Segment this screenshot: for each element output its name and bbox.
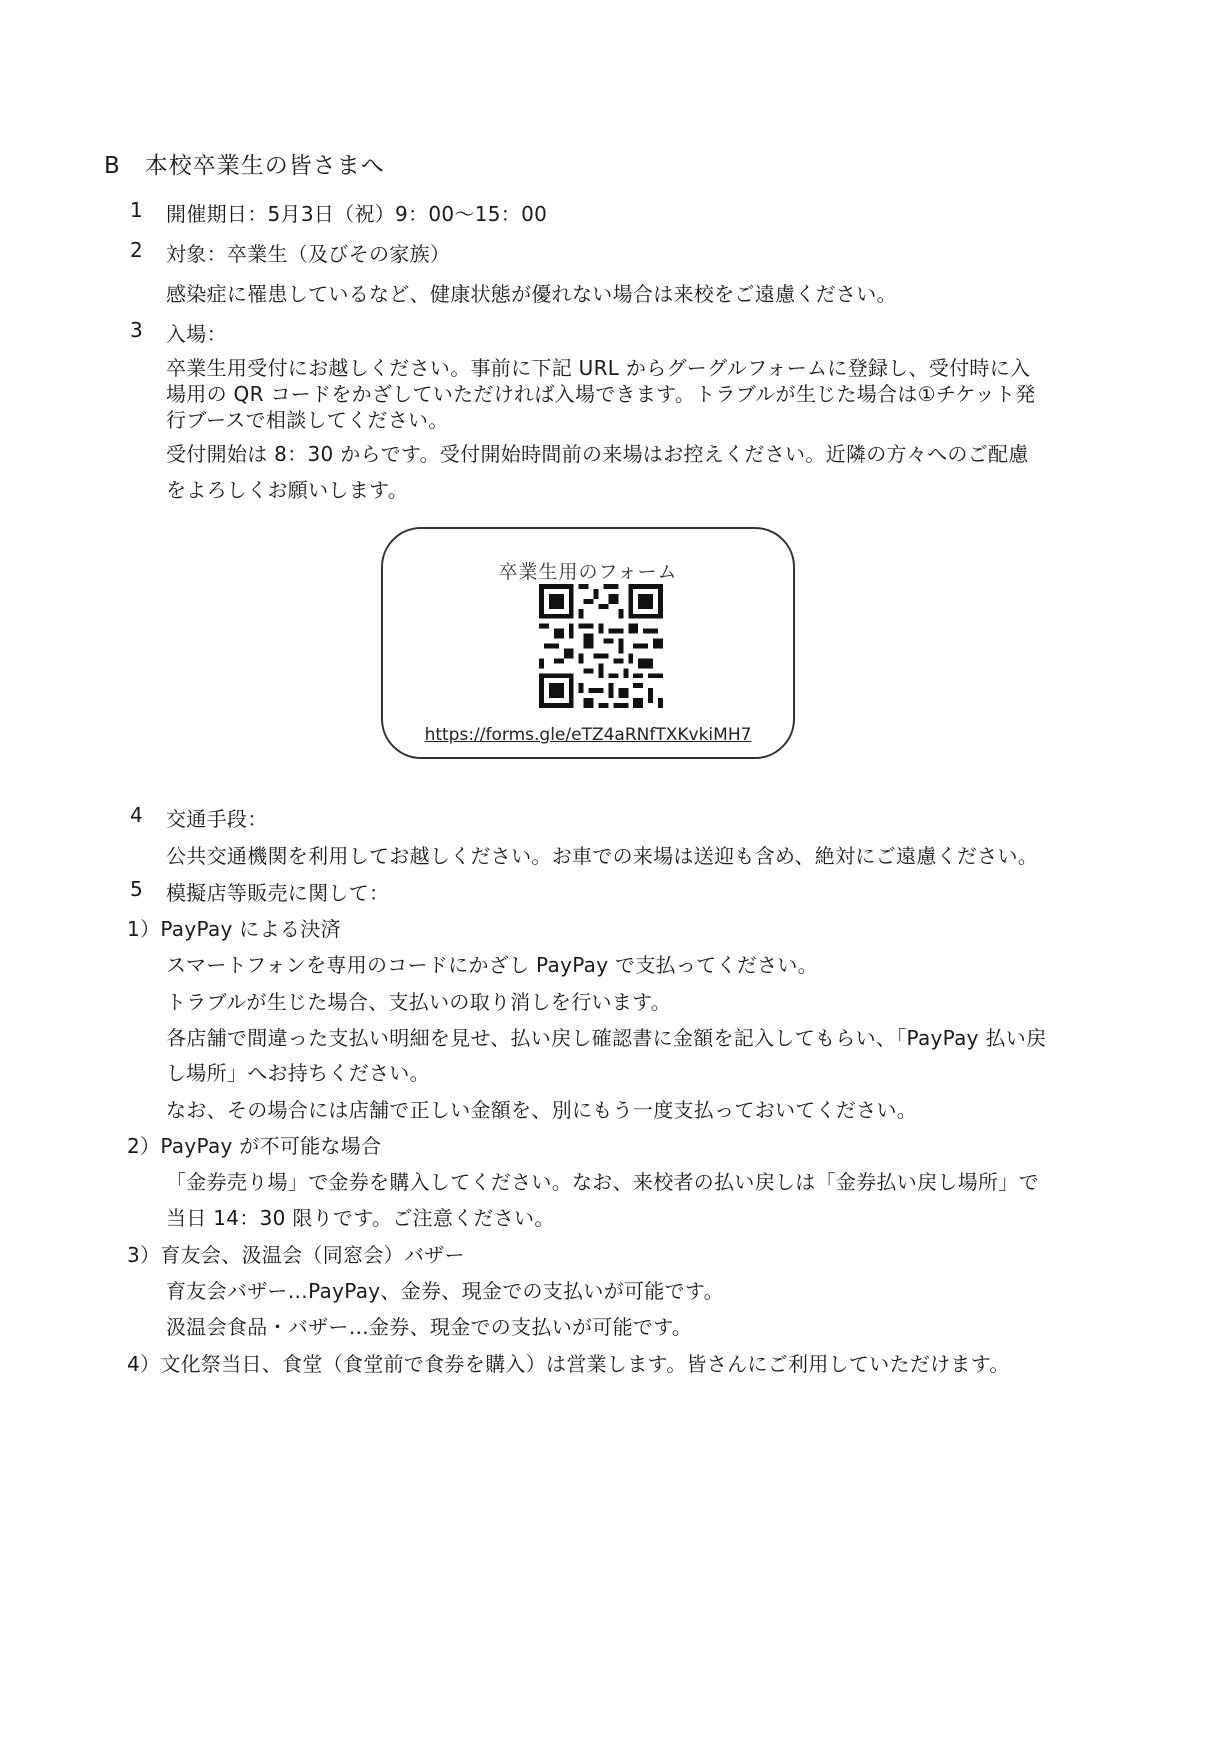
entry-text-line: 受付開始は 8：30 からです。受付開始時間前の来場はお控えください。近隣の方々へのご配慮	[166, 442, 1029, 466]
form-url-link[interactable]: https://forms.gle/eTZ4aRNfTXKvkiMH7	[424, 725, 752, 745]
bazaar-heading: 3）育友会、汲温会（同窓会）バザー	[127, 1243, 465, 1267]
item-number-3: 3	[130, 318, 143, 342]
item-number-5: 5	[130, 877, 143, 901]
target-audience: 対象：卒業生（及びその家族）	[166, 242, 451, 266]
no-paypay-heading: 2）PayPay が不可能な場合	[127, 1134, 382, 1158]
paypay-text-line: スマートフォンを専用のコードにかざし PayPay で支払ってください。	[166, 953, 819, 977]
entry-heading: 入場：	[166, 322, 227, 346]
event-date: 開催期日：5月3日（祝）9：00〜15：00	[166, 202, 548, 226]
no-paypay-text-line: 当日 14：30 限りです。ご注意ください。	[166, 1206, 555, 1230]
entry-text-line: 行ブースで相談してください。	[166, 408, 449, 432]
transport-text: 公共交通機関を利用してお越しください。お車での来場は送迎も含め、絶対にご遠慮ください。	[166, 844, 1039, 868]
section-heading: B 本校卒業生の皆さまへ	[104, 153, 385, 179]
paypay-text-line: し場所」へお持ちください。	[166, 1061, 430, 1085]
item-number-1: 1	[130, 198, 143, 222]
bazaar-text-line: 汲温会食品・バザー…金券、現金での支払いが可能です。	[166, 1315, 693, 1339]
qr-form-box	[381, 527, 795, 759]
no-paypay-text-line: 「金券売り場」で金券を購入してください。なお、来校者の払い戻しは「金券払い戻し場所」で	[166, 1170, 1039, 1194]
paypay-text-line: 各店舗で間違った支払い明細を見せ、払い戻し確認書に金額を記入してもらい、「PayPay 払い戻	[166, 1026, 1047, 1050]
transport-heading: 交通手段：	[166, 807, 268, 831]
qr-form-title: 卒業生用のフォーム	[498, 561, 678, 583]
entry-text-line: 場用の QR コードをかざしていただければ入場できます。トラブルが生じた場合は①チケット発	[166, 382, 1036, 406]
paypay-heading: 1）PayPay による決済	[127, 917, 341, 941]
paypay-text-line: なお、その場合には店舗で正しい金額を、別にもう一度支払っておいてください。	[166, 1098, 918, 1122]
bazaar-text-line: 育友会バザー…PayPay、金券、現金での支払いが可能です。	[166, 1279, 724, 1303]
paypay-text-line: トラブルが生じた場合、支払いの取り消しを行います。	[166, 990, 672, 1014]
item-number-4: 4	[130, 803, 143, 827]
stall-sales-heading: 模擬店等販売に関して：	[166, 881, 390, 905]
cafeteria-line: 4）文化祭当日、食堂（食堂前で食券を購入）は営業します。皆さんにご利用していただけます。	[127, 1352, 1010, 1376]
item-number-2: 2	[130, 238, 143, 262]
entry-text-line: 卒業生用受付にお越しください。事前に下記 URL からグーグルフォームに登録し、受付時に入	[166, 356, 1031, 380]
entry-text-line: をよろしくお願いします。	[166, 478, 408, 502]
qr-code[interactable]	[539, 584, 663, 708]
health-note: 感染症に罹患しているなど、健康状態が優れない場合は来校をご遠慮ください。	[166, 282, 897, 306]
